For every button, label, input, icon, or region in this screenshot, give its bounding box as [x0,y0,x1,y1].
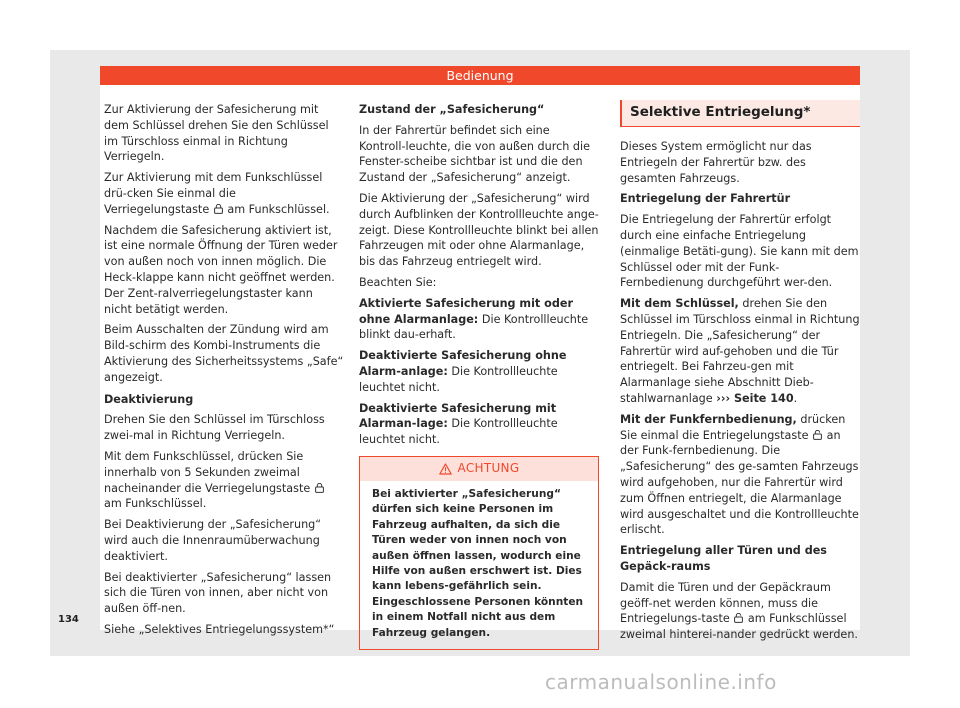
text: drehen Sie den Schlüssel im Türschloss einmal in Richtung Entriegeln. Die „Safesicherung“ der Fahrertür wird auf-gehoben und die Tür entriegelt. Bei Fahrzeu-gen mit Alarmanlage siehe Abschnitt Dieb-stahlwarnanlage [620,297,860,405]
column-1 [104,102,344,643]
paragraph: Beim Ausschalten der Zündung wird am Bild-schirm des Kombi-Instruments die Aktivierung des Sicherheitssystems „Safe“ angezeigt. [104,323,344,384]
watermark-text: carmanualsonline.info [545,670,777,694]
paragraph: Bei Deaktivierung der „Safesicherung“ wird auch die Innenraumüberwachung deaktiviert. [104,518,322,563]
page-number: 134 [58,614,79,625]
column-2 [359,102,599,650]
bold-label: Deaktivierte Safesicherung ohne Alarm-anlage: [359,349,567,378]
warning-title: ACHTUNG [457,461,520,476]
paragraph [620,580,860,643]
unlock-icon [734,613,743,623]
section-title: Selektive Entriegelung* [630,104,811,121]
paragraph: Drehen Sie den Schlüssel im Türschloss zwei-mal in Richtung Verriegeln. [104,413,325,443]
title-accent-bar [620,100,622,126]
text: am Funkschlüssel. [104,497,207,511]
bold-label: Aktivierte Safesicherung mit oder ohne Alarmanlage: [359,296,573,326]
paragraph: Bei deaktivierter „Safesicherung“ lassen sich die Türen von innen, aber nicht von außen öff-nen. [104,570,332,616]
bold-label: Mit dem Schlüssel, [620,297,739,311]
subheading: Entriegelung aller Türen und des Gepäck-raums [620,544,827,573]
paragraph: In der Fahrertür befindet sich eine Kontroll-leuchte, die von außen durch die Fenster-scheibe sichtbar ist und die den Zustand der „Safesicherung“ anzeigt. [359,123,590,185]
warning-title-bar [360,457,598,481]
paragraph [620,296,860,407]
subheading: Entriegelung der Fahrertür [620,192,791,206]
text: Die Kontrollleuchte blinkt dau-erhaft. [359,312,589,342]
section-title-box [620,100,860,127]
paragraph [359,401,599,448]
lock-icon [315,483,324,493]
lock-icon [214,204,223,214]
text: Damit die Türen und der Gepäckraum geöff-net werden können, muss die Entriegelungs-taste [620,580,831,626]
page-reference-link[interactable]: ››› Seite 140 [716,391,794,405]
paragraph [359,296,599,343]
column-3 [620,102,860,648]
text: drücken Sie einmal die Entriegelungstaste [620,412,846,442]
paragraph: Die Aktivierung der „Safesicherung“ wird durch Aufblinken der Kontrollleuchte ange-zeigt. Diese Kontrollleuchte blinkt bei allen Fahrzeugen mit oder ohne Alarmanlage, bis das Fahrzeug entriegelt wird. [359,191,599,269]
text: Mit dem Funkschlüssel, drücken Sie innerhalb von 5 Sekunden zweimal nacheinander die Verriegelungstaste [104,449,311,495]
paragraph [359,348,599,395]
bold-label: Deaktivierte Safesicherung mit Alarman-lage: [359,401,557,431]
paragraph: Zur Aktivierung der Safesicherung mit dem Schlüssel drehen Sie den Schlüssel im Türschloss einmal in Richtung Verriegeln. [104,103,329,164]
bold-label: Mit der Funkfernbedienung, [620,412,797,426]
text: am Funkschlüssel zweimal hinterei-nander gedrückt werden. [620,612,858,642]
text: . [793,391,798,405]
subheading: Zustand der „Safesicherung“ [359,103,545,116]
warning-box [359,456,599,650]
paragraph: Nachdem die Safesicherung aktiviert ist, ist eine normale Öffnung der Türen weder von außen noch von innen möglich. Die Heck-klappe kann nicht geöffnet werden. Der Zent-ralverriegelungstaster kann nicht betätigt werden. [104,223,338,316]
warning-triangle-icon [439,463,452,475]
text: an der Funk-fernbedienung. Die „Safesicherung“ des ge-samten Fahrzeugs wird aufgehoben, nur die Fahrertür wird zum Öffnen entriegelt, die Alarmanlage wird ausgeschaltet und die Kontrollleuchte erlischt. [620,428,859,537]
text: Die Kontrollleuchte leuchtet nicht. [359,417,558,447]
section-header: Bedienung [100,66,860,85]
text: am Funkschlüssel. [227,202,330,216]
text: Die Kontrollleuchte leuchtet nicht. [359,364,558,394]
warning-text: Bei aktivierter „Safesicherung“ dürfen sich keine Personen im Fahrzeug aufhalten, da sich die Türen weder von innen noch von außen öffnen lassen, wodurch eine Hilfe von außen erschwert ist. Dies kann lebens-gefährlich sein. Eingeschlossene Personen könnten in einem Notfall nicht aus dem Fahrzeug gelangen. [372,487,584,639]
paragraph [620,412,860,538]
paragraph [104,170,344,217]
paragraph: Siehe „Selektives Entriegelungssystem*“ [104,622,335,636]
paragraph: Dieses System ermöglicht nur das Entriegeln der Fahrertür bzw. des gesamten Fahrzeugs. [620,140,812,185]
paragraph: Beachten Sie: [359,275,437,289]
text: Zur Aktivierung mit dem Funkschlüssel drü-cken Sie einmal die Verriegelungstaste [104,171,323,216]
subheading: Deaktivierung [104,392,194,406]
paragraph: Die Entriegelung der Fahrertür erfolgt durch eine einfache Entriegelung (einmalige Betäti-gung). Sie kann mit dem Schlüssel oder mit der Funk-Fernbedienung durchgeführt wer-den. [620,213,859,290]
unlock-icon [813,430,822,440]
paragraph [104,449,344,512]
